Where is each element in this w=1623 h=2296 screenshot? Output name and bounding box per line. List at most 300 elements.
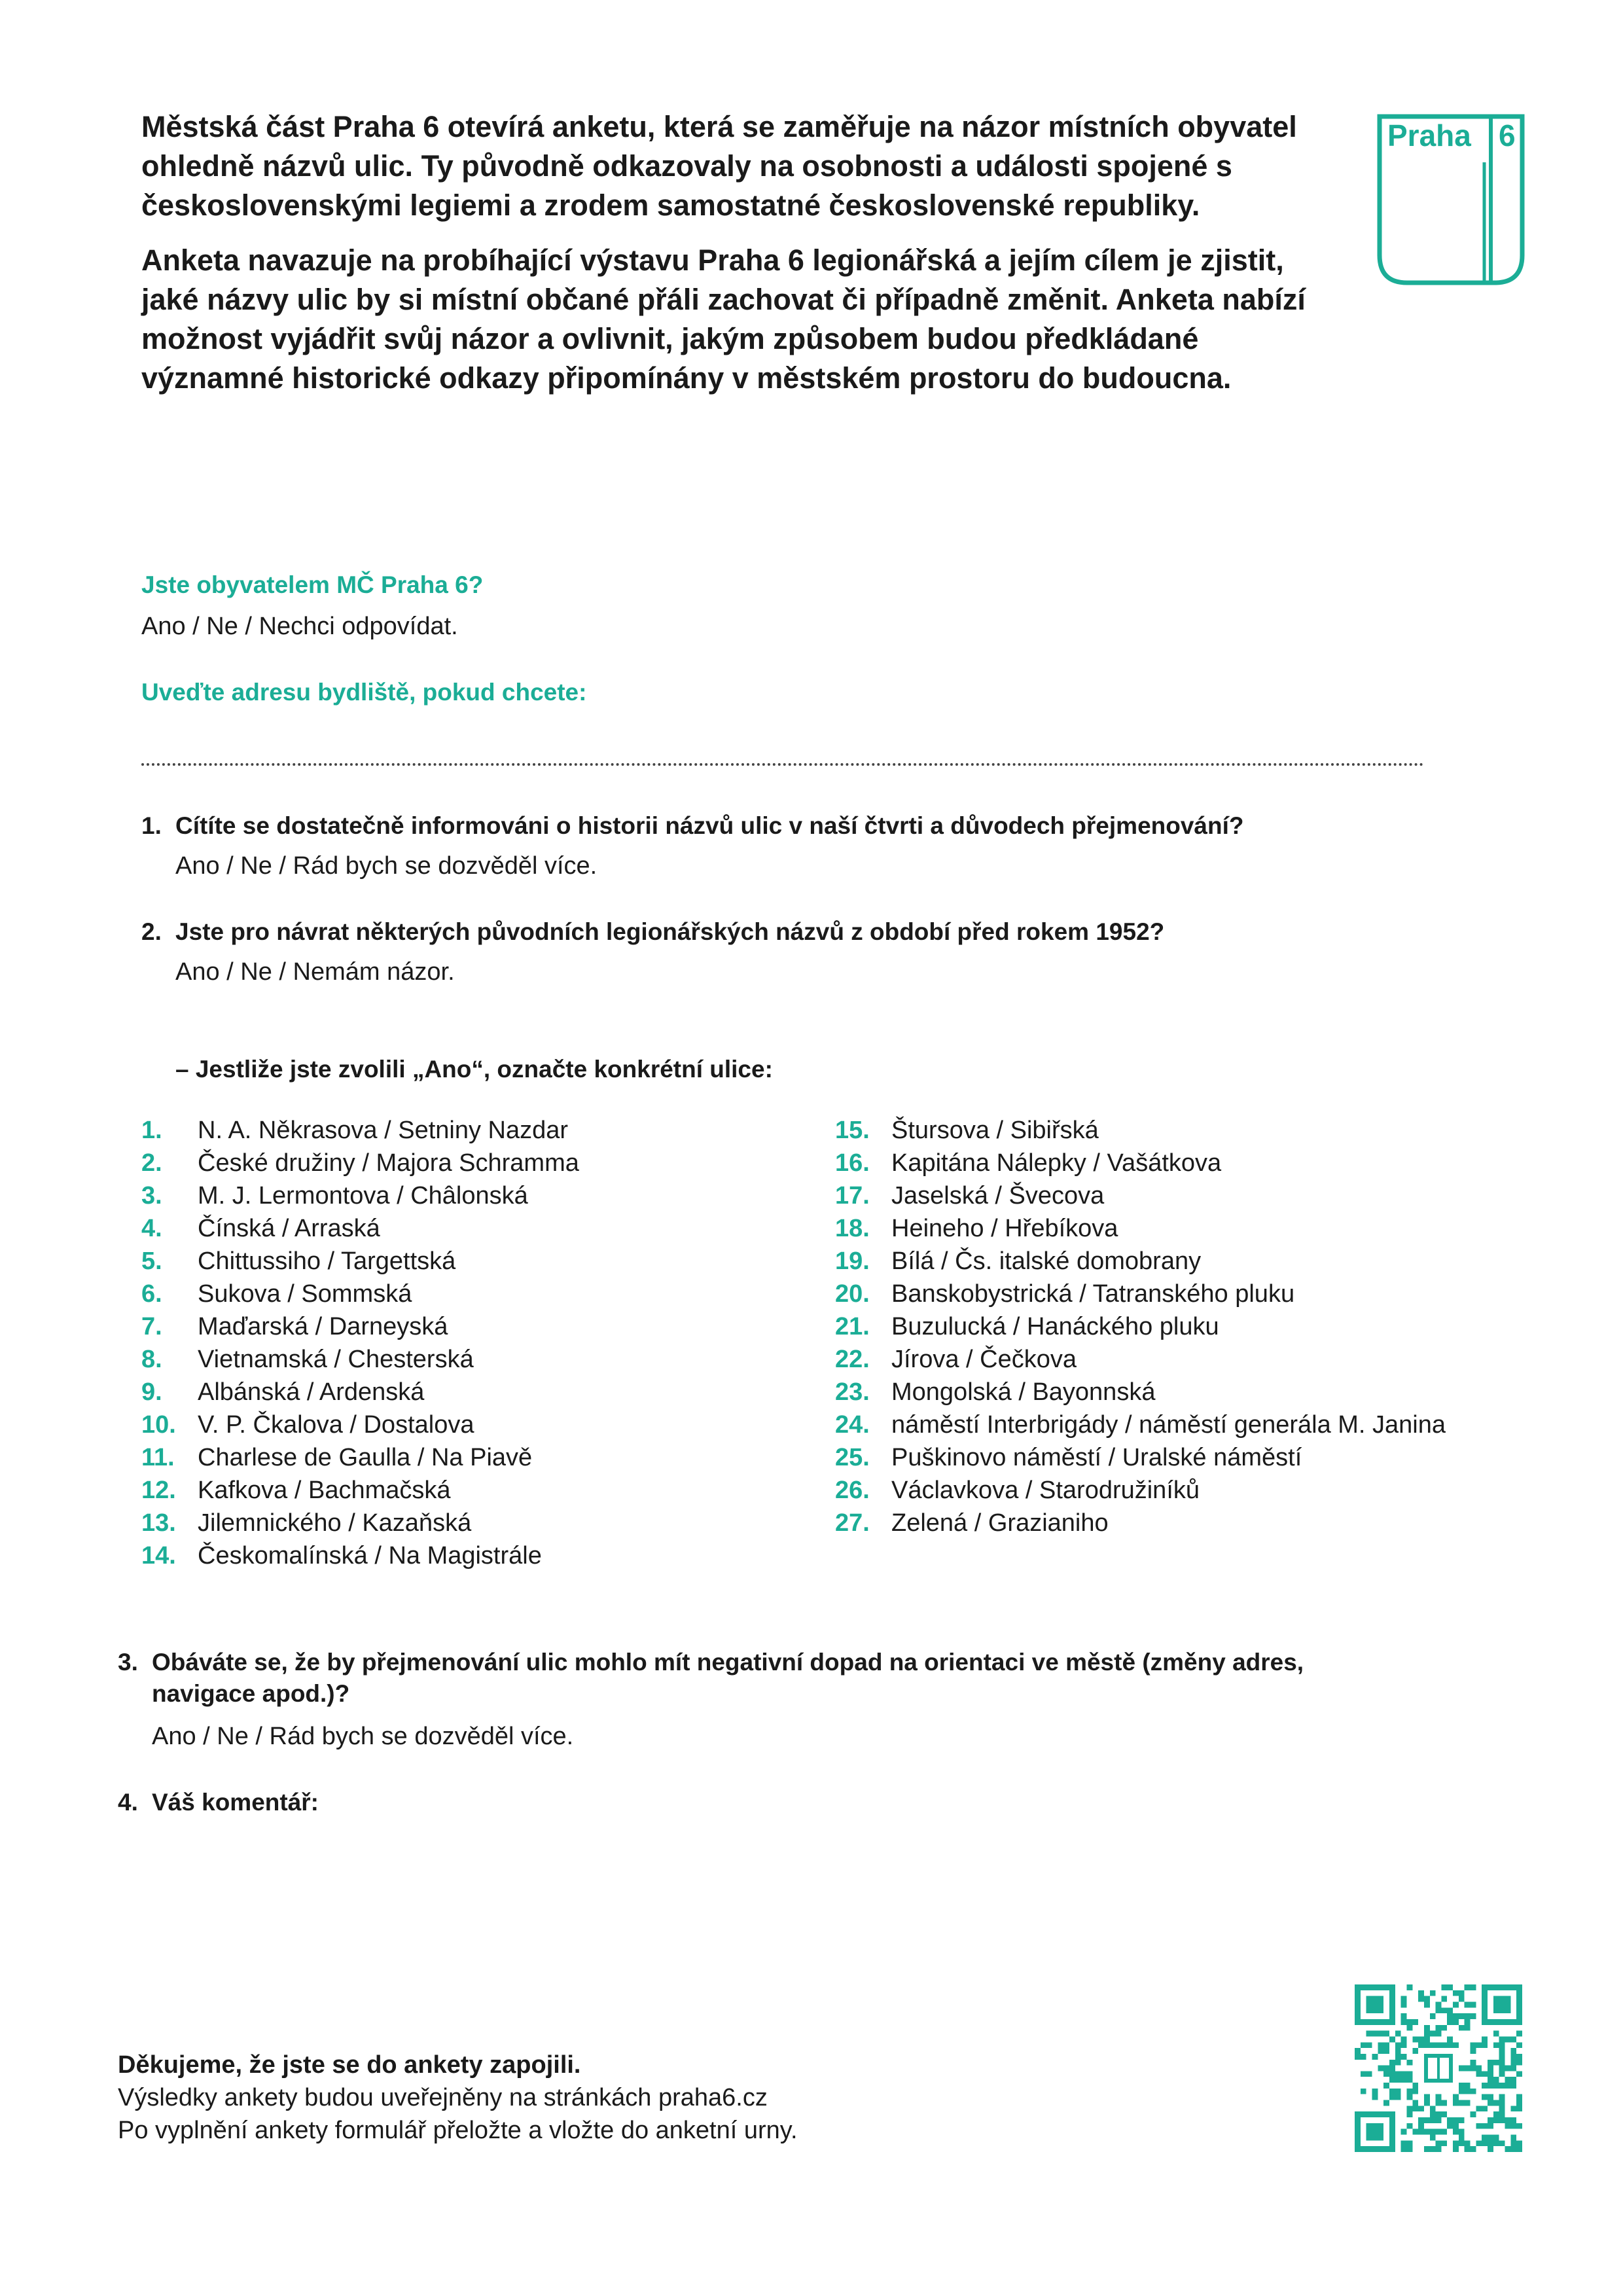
street-option-names: Maďarská / Darneyská	[198, 1313, 448, 1340]
qr-module	[1424, 2117, 1430, 2123]
question-4	[118, 1787, 319, 1818]
qr-module	[1493, 2100, 1499, 2106]
qr-module	[1441, 2111, 1447, 2117]
qr-module	[1389, 2036, 1395, 2042]
qr-module	[1412, 2106, 1418, 2111]
qr-module	[1424, 1996, 1430, 2002]
qr-module	[1453, 1990, 1459, 1996]
qr-module	[1366, 2123, 1383, 2140]
qr-module	[1510, 2066, 1516, 2072]
qr-module	[1372, 2054, 1378, 2060]
qr-module	[1361, 2089, 1366, 2094]
qr-module	[1493, 2042, 1499, 2048]
qr-module	[1401, 2129, 1407, 2135]
qr-module	[1372, 2094, 1378, 2100]
qr-module	[1476, 2106, 1482, 2111]
qr-module	[1401, 2071, 1407, 2077]
qr-module	[1355, 2048, 1361, 2054]
qr-module	[1395, 2054, 1401, 2060]
qr-module	[1510, 2048, 1516, 2054]
qr-module	[1499, 2140, 1505, 2146]
qr-module	[1424, 2042, 1430, 2048]
question-2-number: 2.	[141, 918, 162, 945]
question-4-text: Váš komentář:	[152, 1789, 319, 1816]
qr-module	[1505, 2066, 1511, 2072]
qr-module	[1499, 2106, 1505, 2111]
street-option-number: 14.	[141, 1542, 176, 1570]
qr-module	[1488, 2146, 1493, 2152]
qr-module	[1406, 2060, 1412, 2066]
qr-module	[1395, 2071, 1401, 2077]
qr-module	[1395, 2031, 1401, 2037]
question-3-number: 3.	[118, 1649, 138, 1676]
qr-module	[1372, 2089, 1378, 2094]
qr-module	[1476, 2123, 1482, 2129]
qr-module	[1453, 2140, 1459, 2146]
question-4-number: 4.	[118, 1789, 138, 1816]
qr-module	[1510, 2077, 1516, 2083]
qr-module	[1383, 2100, 1389, 2106]
qr-module	[1383, 2066, 1389, 2072]
qr-module	[1499, 2048, 1505, 2054]
qr-module	[1361, 2071, 1366, 2077]
street-option[interactable]	[835, 1343, 1463, 1376]
qr-module	[1401, 2019, 1407, 2025]
qr-code-icon[interactable]	[1355, 1984, 1522, 2152]
qr-module	[1395, 2042, 1401, 2048]
qr-module	[1516, 2146, 1522, 2152]
qr-module	[1437, 2058, 1440, 2079]
qr-module	[1453, 2123, 1459, 2129]
question-2-text: Jste pro návrat některých původních legionářských názvů z období před rokem 1952?	[175, 918, 1165, 945]
qr-module	[1424, 2001, 1430, 2007]
qr-module	[1401, 2036, 1407, 2042]
qr-module	[1488, 2071, 1493, 2077]
street-option[interactable]	[835, 1147, 1463, 1179]
qr-module	[1436, 2025, 1442, 2031]
qr-module	[1418, 1996, 1424, 2002]
qr-module	[1447, 1984, 1453, 1990]
qr-module	[1436, 2146, 1442, 2152]
street-option[interactable]	[835, 1507, 1463, 1539]
qr-module	[1406, 1984, 1412, 1990]
question-3-options[interactable]: Ano / Ne / Rád bych se dozvěděl více.	[152, 1723, 574, 1750]
street-option-number: 2.	[141, 1149, 162, 1177]
qr-module	[1383, 2071, 1389, 2077]
street-option[interactable]	[141, 1179, 796, 1212]
street-option-names: Jírova / Čečkova	[891, 1346, 1077, 1373]
qr-module	[1447, 2123, 1453, 2129]
street-option-number: 3.	[141, 1182, 162, 1210]
qr-module	[1406, 2089, 1412, 2094]
qr-module	[1395, 2094, 1401, 2100]
address-field[interactable]	[141, 763, 1424, 766]
intro	[141, 107, 1332, 398]
qr-module	[1406, 2140, 1412, 2146]
footer	[118, 2049, 1296, 2147]
street-option-names: České družiny / Majora Schramma	[198, 1149, 579, 1177]
question-1-number: 1.	[141, 812, 162, 839]
qr-module	[1401, 2042, 1407, 2048]
qr-module	[1465, 2019, 1471, 2025]
qr-module	[1465, 2001, 1471, 2007]
qr-module	[1430, 2111, 1436, 2117]
qr-module	[1488, 2083, 1493, 2089]
qr-module	[1401, 2013, 1407, 2019]
street-option[interactable]	[141, 1212, 796, 1245]
street-option[interactable]	[835, 1278, 1463, 1310]
street-option-number: 6.	[141, 1280, 162, 1308]
qr-module	[1418, 2129, 1424, 2135]
qr-module	[1424, 2129, 1430, 2135]
street-option[interactable]	[141, 1441, 796, 1474]
qr-module	[1389, 2060, 1395, 2066]
street-option-names: Štursova / Sibiřská	[891, 1117, 1099, 1144]
street-option-names: Václavkova / Starodružiníků	[891, 1477, 1200, 1504]
qr-module	[1447, 2013, 1453, 2019]
street-option[interactable]	[835, 1212, 1463, 1245]
street-option-number: 18.	[835, 1215, 870, 1242]
qr-module	[1488, 2060, 1493, 2066]
qr-module	[1406, 2025, 1412, 2031]
street-option[interactable]	[141, 1310, 796, 1343]
question-3-text: Obáváte se, že by přejmenování ulic mohlo mít negativní dopad na orientaci ve městě (změny adres, navigace apod.)?	[152, 1649, 1304, 1707]
qr-module	[1430, 2135, 1436, 2141]
street-option[interactable]	[835, 1179, 1463, 1212]
qr-module	[1471, 2060, 1476, 2066]
qr-module	[1378, 2031, 1383, 2037]
qr-module	[1476, 2042, 1482, 2048]
qr-module	[1406, 2019, 1412, 2025]
qr-module	[1441, 2129, 1447, 2135]
qr-module	[1505, 2077, 1511, 2083]
qr-module	[1488, 2077, 1493, 2083]
praha6-logo	[1377, 114, 1525, 285]
qr-module	[1510, 2106, 1516, 2111]
street-option[interactable]	[835, 1114, 1463, 1147]
qr-module	[1366, 2042, 1372, 2048]
qr-module	[1453, 2001, 1459, 2007]
qr-module	[1516, 2106, 1522, 2111]
qr-module	[1389, 2066, 1395, 2072]
qr-module	[1499, 2036, 1505, 2042]
qr-module	[1488, 2135, 1493, 2141]
qr-module	[1361, 2054, 1366, 2060]
qr-module	[1401, 2077, 1407, 2083]
qr-module	[1412, 2019, 1418, 2025]
qr-module	[1430, 2031, 1436, 2037]
qr-module	[1453, 2042, 1459, 2048]
qr-module	[1505, 2117, 1511, 2123]
street-option[interactable]	[141, 1507, 796, 1539]
street-option-number: 22.	[835, 1346, 870, 1373]
question-2-options[interactable]: Ano / Ne / Nemám názor.	[175, 958, 455, 986]
qr-module	[1430, 2106, 1436, 2111]
qr-module	[1465, 2066, 1471, 2072]
qr-module	[1471, 2048, 1476, 2054]
qr-module	[1488, 2123, 1493, 2129]
street-option-names: Banskobystrická / Tatranského pluku	[891, 1280, 1295, 1308]
street-option[interactable]	[141, 1474, 796, 1507]
street-option-names: Kafkova / Bachmačská	[198, 1477, 451, 1504]
qr-module	[1395, 2048, 1401, 2054]
qr-module	[1378, 2066, 1383, 2072]
qr-module	[1510, 2060, 1516, 2066]
qr-module	[1430, 2117, 1436, 2123]
street-option-number: 20.	[835, 1280, 870, 1308]
qr-module	[1406, 2077, 1412, 2083]
question-1-text: Cítíte se dostatečně informováni o historii názvů ulic v naší čtvrti a důvodech přejmenování?	[175, 812, 1244, 839]
street-option-names: Vietnamská / Chesterská	[198, 1346, 474, 1373]
qr-module	[1459, 1990, 1465, 1996]
street-option[interactable]	[141, 1245, 796, 1278]
qr-module	[1499, 2071, 1505, 2077]
street-option-number: 13.	[141, 1509, 176, 1537]
qr-module	[1516, 2071, 1522, 2077]
qr-module	[1430, 2129, 1436, 2135]
qr-module	[1436, 2111, 1442, 2117]
qr-module	[1465, 2146, 1471, 2152]
qr-module	[1510, 2140, 1516, 2146]
logo-text-number: 6	[1499, 118, 1516, 152]
qr-module	[1465, 2025, 1471, 2031]
qr-module	[1488, 2140, 1493, 2146]
qr-module	[1436, 2100, 1442, 2106]
qr-module	[1378, 2048, 1383, 2054]
qr-module	[1436, 2129, 1442, 2135]
question-1-options[interactable]: Ano / Ne / Rád bych se dozvěděl více.	[175, 852, 597, 880]
qr-module	[1383, 2048, 1389, 2054]
street-option-number: 1.	[141, 1117, 162, 1144]
street-list-right	[835, 1114, 1463, 1539]
qr-module	[1372, 2031, 1378, 2037]
qr-module	[1441, 2007, 1447, 2013]
qr-module	[1516, 2042, 1522, 2048]
street-option-number: 8.	[141, 1346, 162, 1373]
street-option[interactable]	[141, 1376, 796, 1408]
question-2	[141, 916, 1450, 948]
qr-module	[1476, 2071, 1482, 2077]
qr-module	[1424, 2025, 1430, 2031]
footer-results: Výsledky ankety budou uveřejněny na stránkách praha6.cz	[118, 2084, 768, 2111]
street-option-number: 21.	[835, 1313, 870, 1340]
qr-module	[1493, 2083, 1499, 2089]
street-option-number: 27.	[835, 1509, 870, 1537]
qr-module	[1476, 2066, 1482, 2072]
qr-module	[1505, 2083, 1511, 2089]
qr-module	[1436, 2007, 1442, 2013]
qr-module	[1482, 2083, 1488, 2089]
qr-module	[1516, 2031, 1522, 2037]
qr-module	[1499, 2100, 1505, 2106]
qr-module	[1401, 2001, 1407, 2007]
qr-module	[1471, 2111, 1476, 2117]
qr-module	[1482, 2135, 1488, 2141]
street-option[interactable]	[835, 1245, 1463, 1278]
resident-options[interactable]: Ano / Ne / Nechci odpovídat.	[141, 613, 458, 640]
qr-module	[1493, 2031, 1499, 2037]
qr-module	[1366, 1996, 1383, 2013]
qr-module	[1453, 2129, 1459, 2135]
qr-module	[1406, 2094, 1412, 2100]
question-3	[118, 1647, 1361, 1710]
qr-module	[1418, 2106, 1424, 2111]
qr-module	[1436, 2001, 1442, 2007]
qr-module	[1510, 2054, 1516, 2060]
qr-module	[1436, 2140, 1442, 2146]
qr-module	[1465, 2083, 1471, 2089]
qr-module	[1510, 2117, 1516, 2123]
qr-module	[1412, 2083, 1418, 2089]
qr-module	[1383, 2031, 1389, 2037]
qr-module	[1436, 2031, 1442, 2037]
qr-module	[1430, 2146, 1436, 2152]
qr-module	[1401, 2146, 1407, 2152]
qr-module	[1499, 2054, 1505, 2060]
street-option[interactable]	[835, 1310, 1463, 1343]
street-option-number: 19.	[835, 1247, 870, 1275]
qr-module	[1471, 2146, 1476, 2152]
street-option[interactable]	[835, 1408, 1463, 1441]
street-option[interactable]	[835, 1474, 1463, 1507]
intro-paragraph-2: Anketa navazuje na probíhající výstavu Praha 6 legionářská a jejím cílem je zjistit, jaké názvy ulic by si místní občané přáli zachovat či případně změnit. Anketa nabízí možnost vyjádřit svůj názor a ovlivnit, jakým způsobem budou předkládané významné historické odkazy připomínány v městském prostoru do budoucna.	[141, 243, 1306, 395]
street-option-names: náměstí Interbrigády / náměstí generála M. Janina	[891, 1411, 1446, 1439]
qr-module	[1412, 2089, 1418, 2094]
qr-module	[1471, 2089, 1476, 2094]
qr-module	[1499, 2117, 1505, 2123]
street-option[interactable]	[141, 1539, 796, 1572]
qr-module	[1453, 2117, 1459, 2123]
qr-module	[1459, 2013, 1465, 2019]
qr-module	[1510, 2123, 1516, 2129]
qr-module	[1505, 2146, 1511, 2152]
street-option-names: V. P. Čkalova / Dostalova	[198, 1411, 474, 1439]
qr-module	[1459, 2066, 1465, 2072]
qr-module	[1465, 2140, 1471, 2146]
street-option-names: M. J. Lermontova / Châlonská	[198, 1182, 528, 1210]
qr-module	[1406, 2111, 1412, 2117]
street-option-number: 16.	[835, 1149, 870, 1177]
street-option[interactable]	[141, 1278, 796, 1310]
qr-module	[1488, 2117, 1493, 2123]
qr-module	[1499, 2094, 1505, 2100]
qr-module	[1447, 2019, 1453, 2025]
qr-module	[1424, 2036, 1430, 2042]
street-option-number: 17.	[835, 1182, 870, 1210]
qr-module	[1412, 2100, 1418, 2106]
comment-area[interactable]	[118, 1833, 1296, 2016]
qr-module	[1361, 2042, 1366, 2048]
qr-module	[1516, 2140, 1522, 2146]
street-option[interactable]	[141, 1408, 796, 1441]
qr-module	[1499, 2066, 1505, 2072]
qr-module	[1459, 1996, 1465, 2002]
qr-module	[1459, 2100, 1465, 2106]
qr-module	[1453, 2100, 1459, 2106]
qr-module	[1493, 2117, 1499, 2123]
qr-module	[1505, 2036, 1511, 2042]
qr-module	[1447, 2007, 1453, 2013]
qr-module	[1482, 2071, 1488, 2077]
qr-module	[1430, 1990, 1436, 1996]
qr-module	[1476, 2140, 1482, 2146]
qr-module	[1459, 2025, 1465, 2031]
qr-module	[1389, 2089, 1395, 2094]
qr-module	[1505, 2123, 1511, 2129]
street-option-names: Zelená / Grazianiho	[891, 1509, 1109, 1537]
qr-module	[1499, 2111, 1505, 2117]
qr-module	[1412, 2048, 1418, 2054]
qr-module	[1493, 2060, 1499, 2066]
qr-module	[1516, 2094, 1522, 2100]
qr-module	[1465, 2100, 1471, 2106]
qr-module	[1488, 2066, 1493, 2072]
street-option-number: 26.	[835, 1477, 870, 1504]
qr-module	[1441, 2100, 1447, 2106]
qr-module	[1395, 2089, 1401, 2094]
qr-module	[1459, 2140, 1465, 2146]
street-option[interactable]	[141, 1147, 796, 1179]
street-option-number: 7.	[141, 1313, 162, 1340]
qr-module	[1482, 2094, 1488, 2100]
street-option-names: Heineho / Hřebíkova	[891, 1215, 1118, 1242]
qr-module	[1406, 2106, 1412, 2111]
street-option-names: Buzulucká / Hanáckého pluku	[891, 1313, 1219, 1340]
qr-module	[1418, 2042, 1424, 2048]
street-option[interactable]	[835, 1441, 1463, 1474]
resident-question: Jste obyvatelem MČ Praha 6?	[141, 571, 484, 598]
qr-module	[1406, 2123, 1412, 2129]
street-option-names: Českomalínská / Na Magistrále	[198, 1542, 542, 1570]
qr-module	[1406, 2071, 1412, 2077]
street-option-names: Jilemnického / Kazaňská	[198, 1509, 472, 1537]
qr-module	[1441, 1996, 1447, 2002]
qr-module	[1465, 2089, 1471, 2094]
street-option-number: 9.	[141, 1378, 162, 1406]
qr-module	[1482, 2042, 1488, 2048]
qr-module	[1441, 2025, 1447, 2031]
qr-module	[1510, 2135, 1516, 2141]
street-option-names: N. A. Někrasova / Setniny Nazdar	[198, 1117, 569, 1144]
street-option-names: Puškinovo náměstí / Uralské náměstí	[891, 1444, 1302, 1471]
qr-module	[1516, 2100, 1522, 2106]
street-option[interactable]	[141, 1343, 796, 1376]
qr-module	[1383, 2083, 1389, 2089]
qr-module	[1453, 2013, 1459, 2019]
street-option-names: Chittussiho / Targettská	[198, 1247, 456, 1275]
qr-module	[1389, 2071, 1395, 2077]
qr-module	[1424, 2100, 1430, 2106]
qr-module	[1389, 2094, 1395, 2100]
street-option[interactable]	[141, 1114, 796, 1147]
qr-module	[1499, 2083, 1505, 2089]
qr-module	[1401, 1996, 1407, 2002]
qr-module	[1459, 2083, 1465, 2089]
qr-module	[1516, 2123, 1522, 2129]
qr-module	[1366, 2071, 1372, 2077]
qr-module	[1453, 2146, 1459, 2152]
street-option-number: 4.	[141, 1215, 162, 1242]
qr-module	[1482, 2123, 1488, 2129]
street-option-number: 23.	[835, 1378, 870, 1406]
street-option[interactable]	[835, 1376, 1463, 1408]
qr-module	[1488, 2094, 1493, 2100]
street-option-names: Mongolská / Bayonnská	[891, 1378, 1156, 1406]
qr-module	[1459, 2129, 1465, 2135]
street-option-number: 12.	[141, 1477, 176, 1504]
qr-module	[1441, 2140, 1447, 2146]
qr-module	[1395, 2060, 1401, 2066]
